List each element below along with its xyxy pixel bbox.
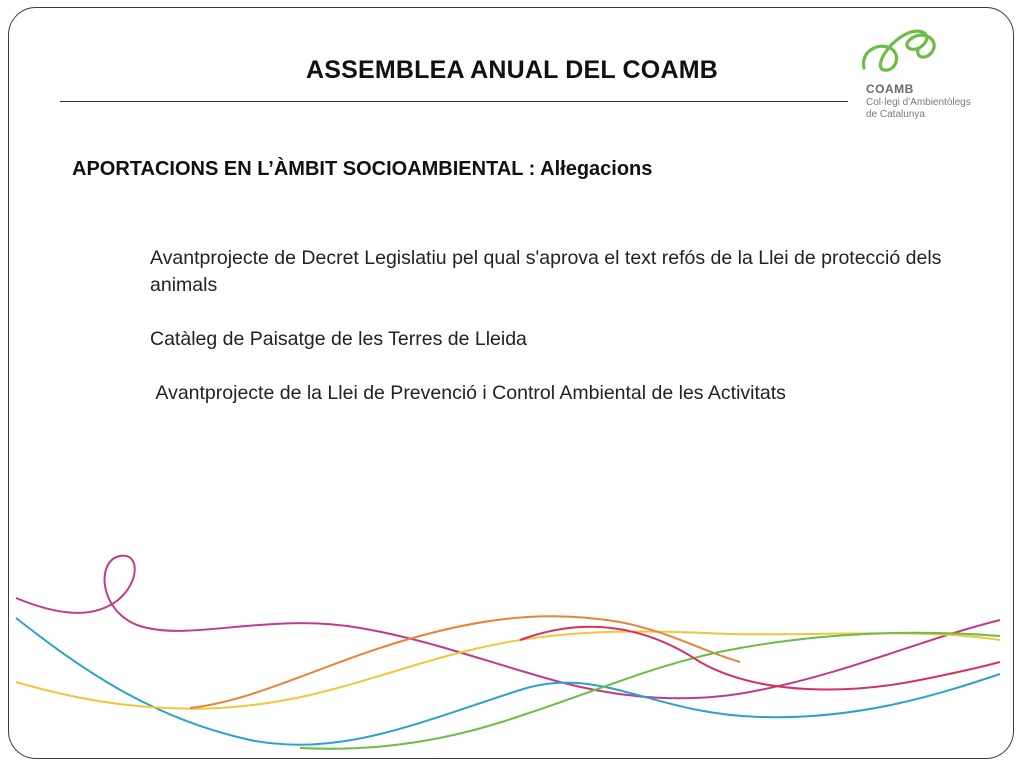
logo-subtitle bbox=[866, 97, 996, 121]
list-item-1: Avantprojecte de Decret Legislatiu pel qual s'aprova el text refós de la Llei de protecció dels animals bbox=[150, 247, 942, 296]
logo-name: COAMB bbox=[866, 82, 914, 96]
section-subtitle: APORTACIONS EN L’ÀMBIT SOCIOAMBIENTAL : Alłegacions bbox=[72, 158, 653, 180]
title-divider bbox=[60, 101, 848, 102]
logo-subtitle-line-2: de Catalunya bbox=[866, 109, 925, 120]
logo-subtitle-line-1: Col·legi d'Ambientòlegs bbox=[866, 97, 971, 108]
list-item-2: Catàleg de Paisatge de les Terres de Lleida bbox=[150, 328, 527, 350]
list-item-3: Avantprojecte de la Llei de Prevenció i Control Ambiental de les Activitats bbox=[150, 382, 786, 404]
page-title: ASSEMBLEA ANUAL DEL COAMB bbox=[306, 56, 718, 84]
item-list bbox=[150, 245, 950, 434]
